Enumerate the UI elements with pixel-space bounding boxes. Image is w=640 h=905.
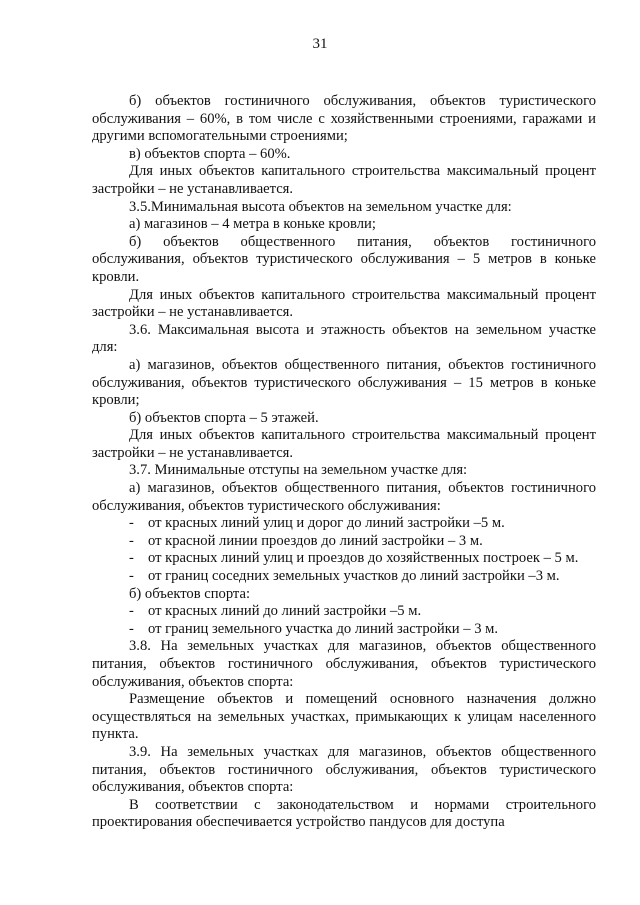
paragraph: В соответствии с законодательством и нормами строительного проектирования обеспечивается устройство пандусов для доступа <box>92 796 596 831</box>
paragraph: Для иных объектов капитального строительства максимальный процент застройки – не устанавливается. <box>92 286 596 321</box>
paragraph: в) объектов спорта – 60%. <box>129 145 291 162</box>
list-item-text: от границ земельного участка до линий застройки – 3 м. <box>148 620 499 637</box>
list-dash: - <box>129 532 134 549</box>
list-item <box>92 515 596 533</box>
list-item-text: от красных линий улиц и дорог до линий застройки –5 м. <box>148 515 505 532</box>
list-dash: - <box>129 603 134 620</box>
list-item-text: от красных линий до линий застройки –5 м. <box>148 603 422 620</box>
list-item-text: от границ соседних земельных участков до линий застройки –3 м. <box>148 568 560 585</box>
list-item <box>92 568 596 586</box>
list-item <box>92 621 596 639</box>
document-body <box>92 93 596 832</box>
page-number: 31 <box>312 36 328 52</box>
list-dash: - <box>129 515 134 532</box>
list-item <box>92 603 596 621</box>
list-dash: - <box>129 620 134 637</box>
list-item-text: от красных линий улиц и проездов до хозяйственных построек – 5 м. <box>148 550 579 567</box>
paragraph: 3.9. На земельных участках для магазинов, объектов общественного питания, объектов гостиничного обслуживания, объектов туристического обслуживания, объектов спорта: <box>92 743 596 796</box>
list-item-text: от красной линии проездов до линий застройки – 3 м. <box>148 532 483 549</box>
paragraph: а) магазинов, объектов общественного питания, объектов гостиничного обслуживания, объектов туристического обслуживания: <box>92 480 596 514</box>
paragraph: а) магазинов – 4 метра в коньке кровли; <box>129 216 376 233</box>
list-item <box>92 550 596 568</box>
list-dash: - <box>129 550 134 567</box>
paragraph: Размещение объектов и помещений основного назначения должно осуществляться на земельных участках, примыкающих к улицам населенного пункта. <box>92 691 596 743</box>
paragraph: Для иных объектов капитального строительства максимальный процент застройки – не устанавливается. <box>92 163 596 197</box>
paragraph: Для иных объектов капитального строительства максимальный процент застройки – не устанавливается. <box>92 427 596 461</box>
paragraph: 3.7. Минимальные отступы на земельном участке для: <box>129 462 468 479</box>
paragraph: 3.8. На земельных участках для магазинов, объектов общественного питания, объектов гостиничного обслуживания, объектов туристического обслуживания, объектов спорта: <box>92 638 596 690</box>
paragraph: а) магазинов, объектов общественного питания, объектов гостиничного обслуживания, объектов туристического обслуживания – 15 метров в коньке кровли; <box>92 356 596 409</box>
paragraph: б) объектов гостиничного обслуживания, объектов туристического обслуживания – 60%, в том числе с хозяйственными строениями, гаражами и другими вспомогательными строениями; <box>92 93 596 145</box>
paragraph: 3.5.Минимальная высота объектов на земельном участке для: <box>129 198 512 215</box>
paragraph: б) объектов общественного питания, объектов гостиничного обслуживания, объектов туристического обслуживания – 5 метров в коньке кровли. <box>92 233 596 285</box>
list-dash: - <box>129 568 134 585</box>
paragraph: б) объектов спорта – 5 этажей. <box>129 409 319 426</box>
list-item <box>92 533 596 551</box>
paragraph: б) объектов спорта: <box>129 585 251 602</box>
paragraph: 3.6. Максимальная высота и этажность объектов на земельном участке для: <box>92 321 596 356</box>
